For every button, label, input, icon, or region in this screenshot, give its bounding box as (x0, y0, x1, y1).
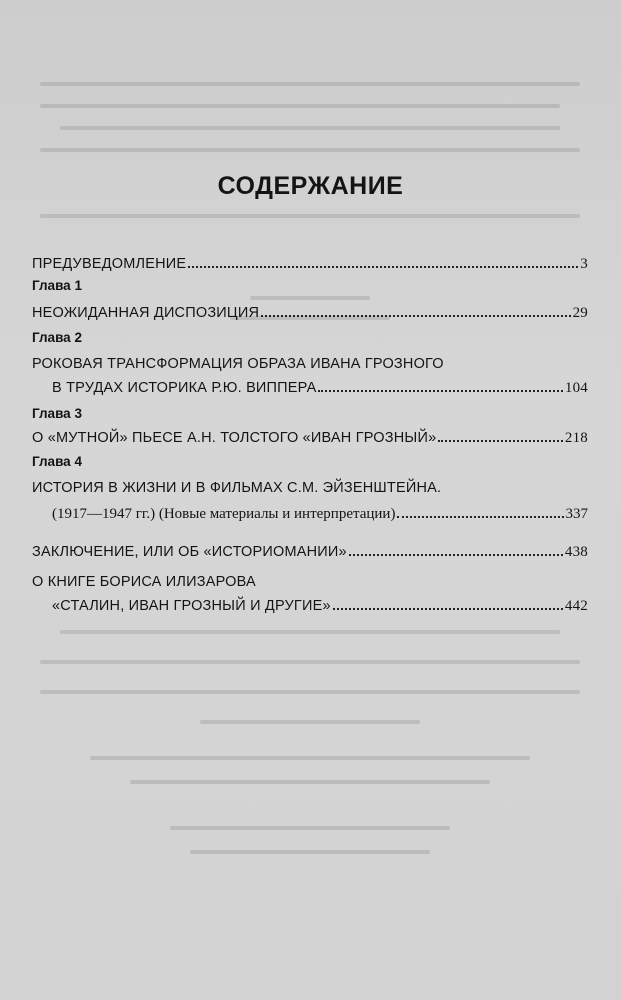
toc-entry-title: ЗАКЛЮЧЕНИЕ, ИЛИ ОБ «ИСТОРИОМАНИИ» (32, 544, 347, 560)
chapter-label: Глава 1 (32, 278, 82, 293)
toc-entry-conclusion[interactable] (32, 544, 588, 561)
toc-entry-chapter-2[interactable] (52, 380, 588, 397)
toc-entry-page: 337 (565, 506, 588, 522)
toc-entry-page: 438 (564, 544, 588, 560)
toc-entry-title-line1: РОКОВАЯ ТРАНСФОРМАЦИЯ ОБРАЗА ИВАНА ГРОЗНОГО (32, 356, 444, 372)
toc-entry-page: 29 (572, 305, 588, 321)
toc-entry-chapter-3[interactable] (32, 430, 588, 447)
dot-leader (188, 265, 578, 268)
dot-leader (349, 553, 563, 556)
toc-entry-title: В ТРУДАХ ИСТОРИКА Р.Ю. ВИППЕРА (52, 380, 317, 396)
chapter-label: Глава 3 (32, 406, 82, 421)
toc-entry-title-line1: О КНИГЕ БОРИСА ИЛИЗАРОВА (32, 574, 256, 590)
dot-leader (438, 439, 563, 442)
toc-entry-title: (1917—1947 гг.) (Новые материалы и интерпретации) (52, 506, 396, 522)
toc-entry-title: О «МУТНОЙ» ПЬЕСЕ А.Н. ТОЛСТОГО «ИВАН ГРОЗНЫЙ» (32, 430, 437, 446)
dot-leader (261, 314, 570, 317)
toc-entry-title: ПРЕДУВЕДОМЛЕНИЕ (32, 256, 187, 272)
toc-entry-page: 104 (564, 380, 588, 396)
toc-entry-chapter-1[interactable] (32, 305, 588, 322)
dot-leader (397, 515, 563, 518)
toc-entry-page: 218 (564, 430, 588, 446)
dot-leader (333, 607, 563, 610)
toc-entry-preface[interactable] (32, 256, 588, 273)
toc-entry-page: 442 (564, 598, 588, 614)
toc-entry-page: 3 (580, 256, 588, 272)
dot-leader (318, 389, 562, 392)
toc-entry-chapter-4[interactable] (52, 506, 588, 523)
chapter-label: Глава 4 (32, 454, 82, 469)
toc-entry-about[interactable] (52, 598, 588, 615)
page-title: СОДЕРЖАНИЕ (217, 172, 404, 200)
toc-entry-title: НЕОЖИДАННАЯ ДИСПОЗИЦИЯ (32, 305, 260, 321)
toc-entry-title: «СТАЛИН, ИВАН ГРОЗНЫЙ И ДРУГИЕ» (52, 598, 331, 614)
chapter-label: Глава 2 (32, 330, 82, 345)
toc-entry-title-line1: ИСТОРИЯ В ЖИЗНИ И В ФИЛЬМАХ С.М. ЭЙЗЕНШТЕЙНА. (32, 480, 442, 496)
